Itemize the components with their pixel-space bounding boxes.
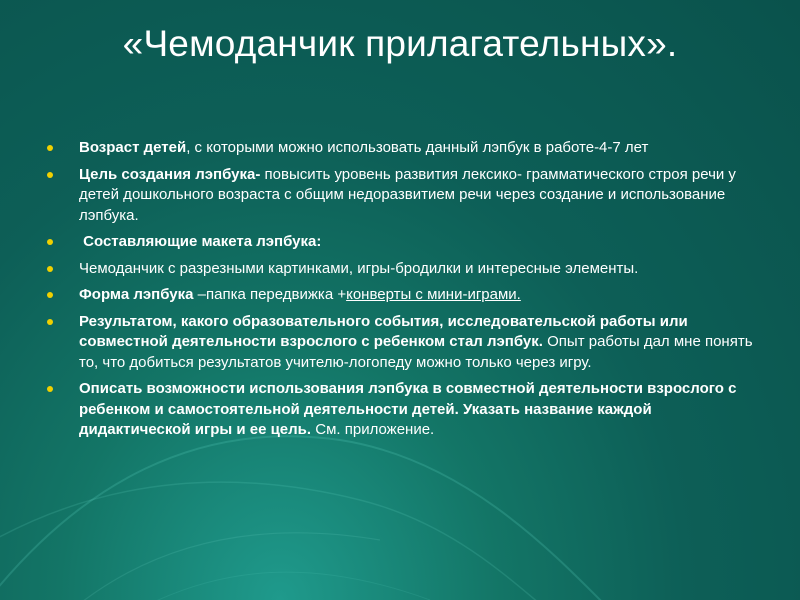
bullet-result-bold: Результатом, какого образовательного события, исследовательской работы или совместной деятельности взрослого с ребенком стал лэпбук. xyxy=(79,312,688,350)
bullet-list xyxy=(42,138,754,447)
bullet-goal xyxy=(42,165,754,227)
bullet-dot-icon xyxy=(47,386,53,392)
bullet-dot-icon xyxy=(47,292,53,298)
bullet-age xyxy=(42,138,754,159)
bullet-usage-text: См. приложение. xyxy=(311,421,435,438)
bullet-age-bold: Возраст детей xyxy=(79,139,187,156)
bullet-form-bold: Форма лэпбука xyxy=(79,286,198,303)
bullet-components xyxy=(42,259,754,280)
bullet-components-heading xyxy=(42,232,754,253)
bullet-form-text: –папка передвижка + xyxy=(197,286,347,303)
bullet-dot-icon xyxy=(47,172,53,178)
bullet-result xyxy=(42,312,754,374)
bullet-form-link: конверты с мини-играми. xyxy=(346,286,521,303)
bullet-result-text: Опыт работы дал мне понять то, что добиться результатов учителю-логопеду можно только через игру. xyxy=(79,333,753,371)
bullet-usage xyxy=(42,379,754,441)
bullet-usage-bold: Описать возможности использования лэпбука в совместной деятельности взрослого с ребенком и самостоятельной деятельности детей. Указать название каждой дидактической игры и ее цель. xyxy=(79,380,737,438)
bullet-dot-icon xyxy=(47,266,53,272)
bullet-goal-bold: Цель создания лэпбука- xyxy=(79,165,261,183)
bullet-dot-icon xyxy=(47,319,53,325)
bullet-goal-text: повысить уровень развития лексико- грамматического строя речи у детей дошкольного возраста с общим недоразвитием речи через создание и использование лэпбука. xyxy=(79,165,736,224)
bullet-dot-icon xyxy=(47,145,53,151)
bullet-components-bold: Составляющие макета лэпбука: xyxy=(79,233,322,250)
bullet-components-text: Чемоданчик с разрезными картинками, игры-бродилки и интересные элементы. xyxy=(79,259,639,277)
bullet-age-text: , с которыми можно использовать данный лэпбук в работе-4-7 лет xyxy=(186,139,649,156)
bullet-dot-icon xyxy=(47,239,53,245)
slide-title: «Чемоданчик прилагательных». xyxy=(122,23,678,64)
bullet-form xyxy=(42,285,754,306)
